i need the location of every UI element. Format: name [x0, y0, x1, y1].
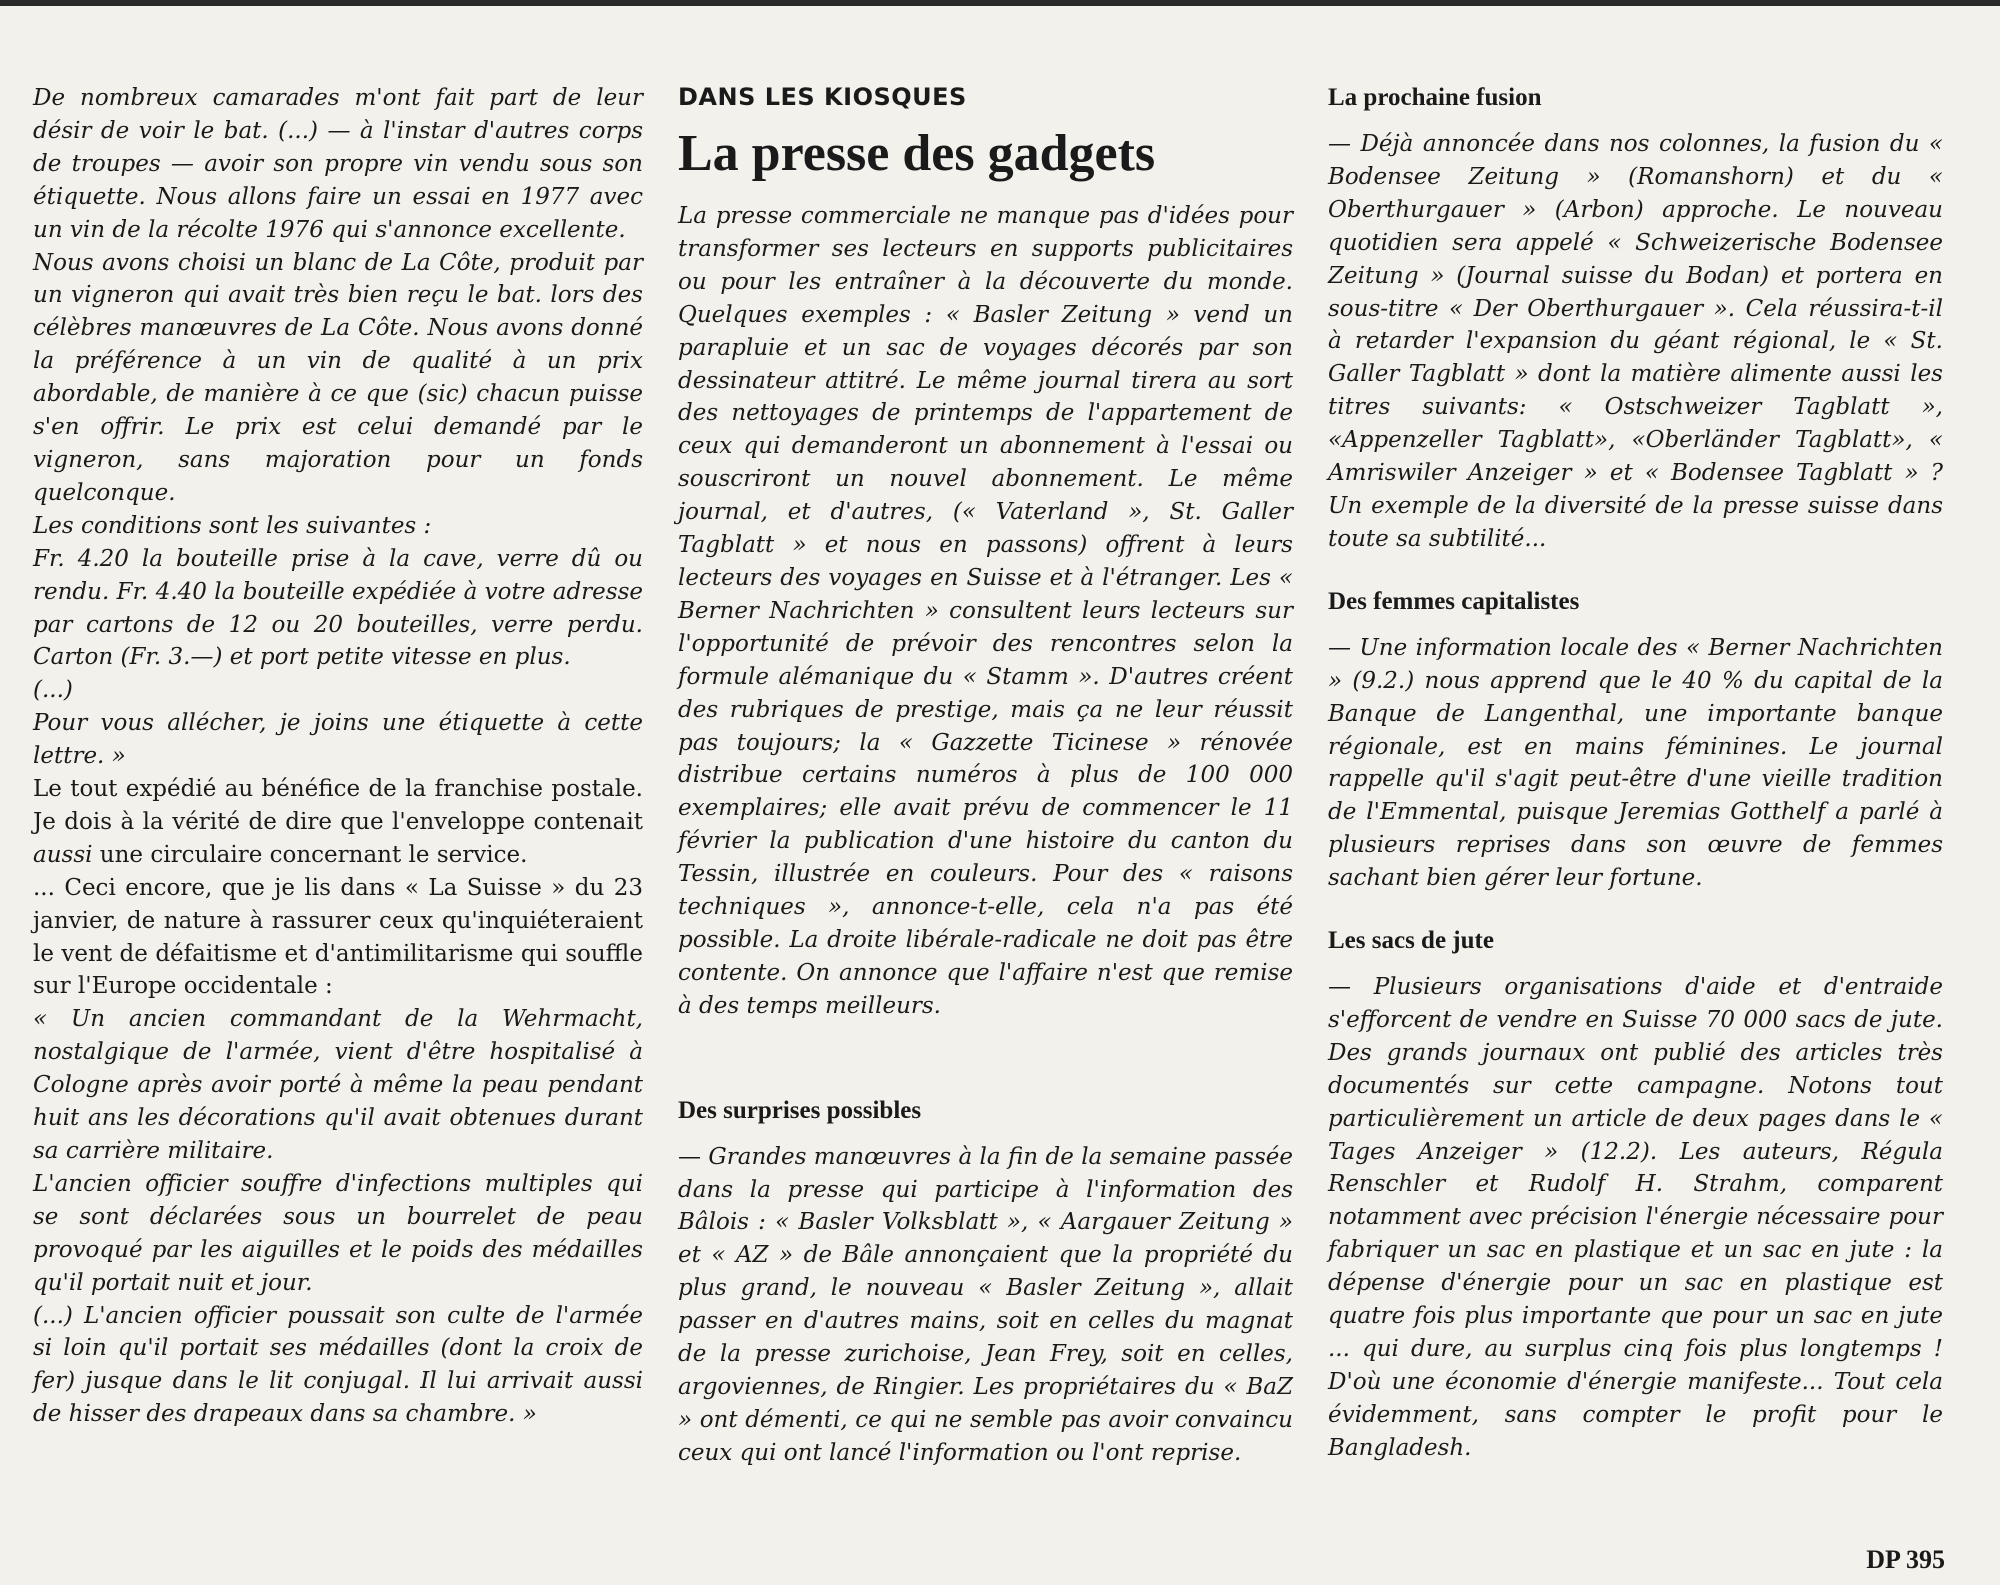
quote-paragraph: (...) L'ancien officier poussait son culte de l'armée si loin qu'il portait ses médailles (dont la croix de fer) jusque dans le lit conjugal. Il lui arrivait aussi de hisser des drapeaux dans sa chambre. »	[33, 1302, 643, 1428]
body-paragraph: ... Ceci encore, que je lis dans « La Suisse » du 23 janvier, de nature à rassurer ceux qu'inquiéteraient le vent de défaitisme et d'antimilitarisme qui souffle sur l'Europe occidentale :	[33, 874, 643, 1000]
letter-paragraph: De nombreux camarades m'ont fait part de leur désir de voir le bat. (...) — à l'instar d'autres corps de troupes — avoir son propre vin vendu sous son étiquette. Nous allons faire un essai en 1977 avec un vin de la récolte 1976 qui s'annonce excellente.	[33, 85, 643, 243]
article-paragraph: — Grandes manœuvres à la fin de la semaine passée dans la presse qui participe à l'information des Bâlois : « Basler Volksblatt », « Aargauer Zeitung » et « AZ » de Bâle annonçaient que la propriété du plus grand, le nouveau « Basler Zeitung », allait passer en d'autres mains, soit en celles du magnat de la presse zurichoise, Jean Frey, soit en celles, argoviennes, de Ringier. Les propriétaires du « BaZ » ont démenti, ce qui ne semble pas avoir convaincu ceux qui ont lancé l'information ou l'ont reprise.	[678, 1143, 1293, 1466]
article-paragraph: — Déjà annoncée dans nos colonnes, la fusion du « Bodensee Zeitung » (Romanshorn) et du « Oberthurgauer » (Arbon) approche. Le nouveau quotidien sera appelé « Schweizerische Bodensee Zeitung » (Journal suisse du Bodan) et portera en sous-titre « Der Oberthurgauer ». Cela réussira-t-il à retarder l'expansion du géant régional, le « St. Galler Tagblatt » dont la matière alimente aussi les titres suivants: « Ostschweizer Tagblatt », «Appenzeller Tagblatt», «Oberländer Tagblatt», « Amriswiler Anzeiger » et « Bodensee Tagblatt » ? Un exemple de la diversité de la presse suisse dans toute sa subtilité...	[1328, 131, 1943, 552]
subheading-jute: Les sacs de jute	[1328, 927, 1494, 955]
page-number: DP 395	[1866, 1545, 1945, 1574]
subheading-fusion: La prochaine fusion	[1328, 84, 1542, 111]
letter-paragraph: Pour vous allécher, je joins une étiquette à cette lettre. »	[33, 710, 643, 770]
article-title: La presse des gadgets	[678, 125, 1156, 182]
quote-paragraph: L'ancien officier souffre d'infections multiples qui se sont déclarées sous un bourrelet de peau provoqué par les aiguilles et le poids des médailles qu'il portait nuit et jour.	[33, 1170, 643, 1296]
subheading-femmes: Des femmes capitalistes	[1328, 587, 1580, 615]
section-kicker: DANS LES KIOSQUES	[678, 83, 967, 111]
column-left	[33, 82, 643, 1431]
article-paragraph: — Une information locale des « Berner Nachrichten » (9.2.) nous apprend que le 40 % du capital de la Banque de Langenthal, une importante banque régionale, est en mains féminines. Le journal rappelle qu'il s'agit peut-être d'une vieille tradition de l'Emmental, puisque Jeremias Gotthelf a parlé à plusieurs reprises dans son œuvre de femmes sachant bien gérer leur fortune.	[1328, 634, 1943, 892]
article-paragraph: La presse commerciale ne manque pas d'idées pour transformer ses lecteurs en supports publicitaires ou pour les entraîner à la découverte du monde. Quelques exemples : « Basler Zeitung » vend un parapluie et un sac de voyages décorés par son dessinateur attitré. Le même journal tirera au sort des nettoyages de printemps de l'appartement de ceux qui demanderont un abonnement à l'essai ou souscriront un nouvel abonnement. Le même journal, et d'autres, (« Vaterland », St. Galler Tagblatt » et nous en passons) offrent à leurs lecteurs des voyages en Suisse et à l'étranger. Les « Berner Nachrichten » consultent leurs lecteurs sur l'opportunité de prévoir des rencontres selon la formule alémanique du « Stamm ». D'autres créent des rubriques de prestige, mais ça ne leur réussit pas toujours; la « Gazzette Ticinese » rénovée distribue certains numéros à plus de 100 000 exemplaires; elle avait prévu de commencer le 11 février la publication d'une histoire du canton du Tessin, illustrée en couleurs. Pour des « raisons techniques », annonce-t-elle, cela n'a pas été possible. La droite libérale-radicale ne doit pas être contente. On annonce que l'affaire n'est que remise à des temps meilleurs.	[678, 203, 1293, 1019]
letter-paragraph: (...)	[33, 677, 73, 704]
letter-paragraph: Fr. 4.20 la bouteille prise à la cave, verre dû ou rendu. Fr. 4.40 la bouteille expédiée à votre adresse par cartons de 12 ou 20 bouteilles, verre perdu. Carton (Fr. 3.—) et port petite vitesse en plus.	[33, 545, 643, 671]
body-paragraph	[33, 773, 643, 872]
letter-paragraph: Les conditions sont les suivantes :	[33, 512, 432, 539]
body-text: Le tout expédié au bénéfice de la franchise postale. Je dois à la vérité de dire que l'enveloppe contenait	[33, 776, 643, 835]
quote-paragraph: « Un ancien commandant de la Wehrmacht, nostalgique de l'armée, vient d'être hospitalisé à Cologne après avoir porté à même la peau pendant huit ans les décorations qu'il avait obtenues durant sa carrière militaire.	[33, 1006, 643, 1164]
column-right	[1328, 82, 1943, 1465]
body-text: une circulaire concernant le service.	[92, 841, 528, 868]
article-paragraph: — Plusieurs organisations d'aide et d'entraide s'efforcent de vendre en Suisse 70 000 sacs de jute. Des grands journaux ont publié des articles très documentés sur cette campagne. Notons tout particulièrement un article de deux pages dans le « Tages Anzeiger » (12.2). Les auteurs, Régula Renschler et Rudolf H. Strahm, comparent notamment avec précision l'énergie nécessaire pour fabriquer un sac en plastique et un sac en jute : la dépense d'énergie pour un sac en plastique est quatre fois plus importante que pour un sac en jute ... qui dure, au surplus cinq fois plus longtemps ! D'où une économie d'énergie manifeste... Tout cela évidemment, sans compter le profit pour le Bangladesh.	[1328, 974, 1943, 1461]
column-middle	[678, 82, 1293, 1470]
subheading-surprises: Des surprises possibles	[678, 1096, 922, 1124]
letter-paragraph: Nous avons choisi un blanc de La Côte, produit par un vigneron qui avait très bien reçu le bat. lors des célèbres manœuvres de La Côte. Nous avons donné la préférence à un vin de qualité à un prix abordable, de manière à ce que (sic) chacun puisse s'en offrir. Le prix est celui demandé par le vigneron, sans majoration pour un fonds quelconque.	[33, 249, 643, 506]
top-rule	[0, 0, 2000, 6]
emphasis-text: aussi	[33, 841, 93, 868]
